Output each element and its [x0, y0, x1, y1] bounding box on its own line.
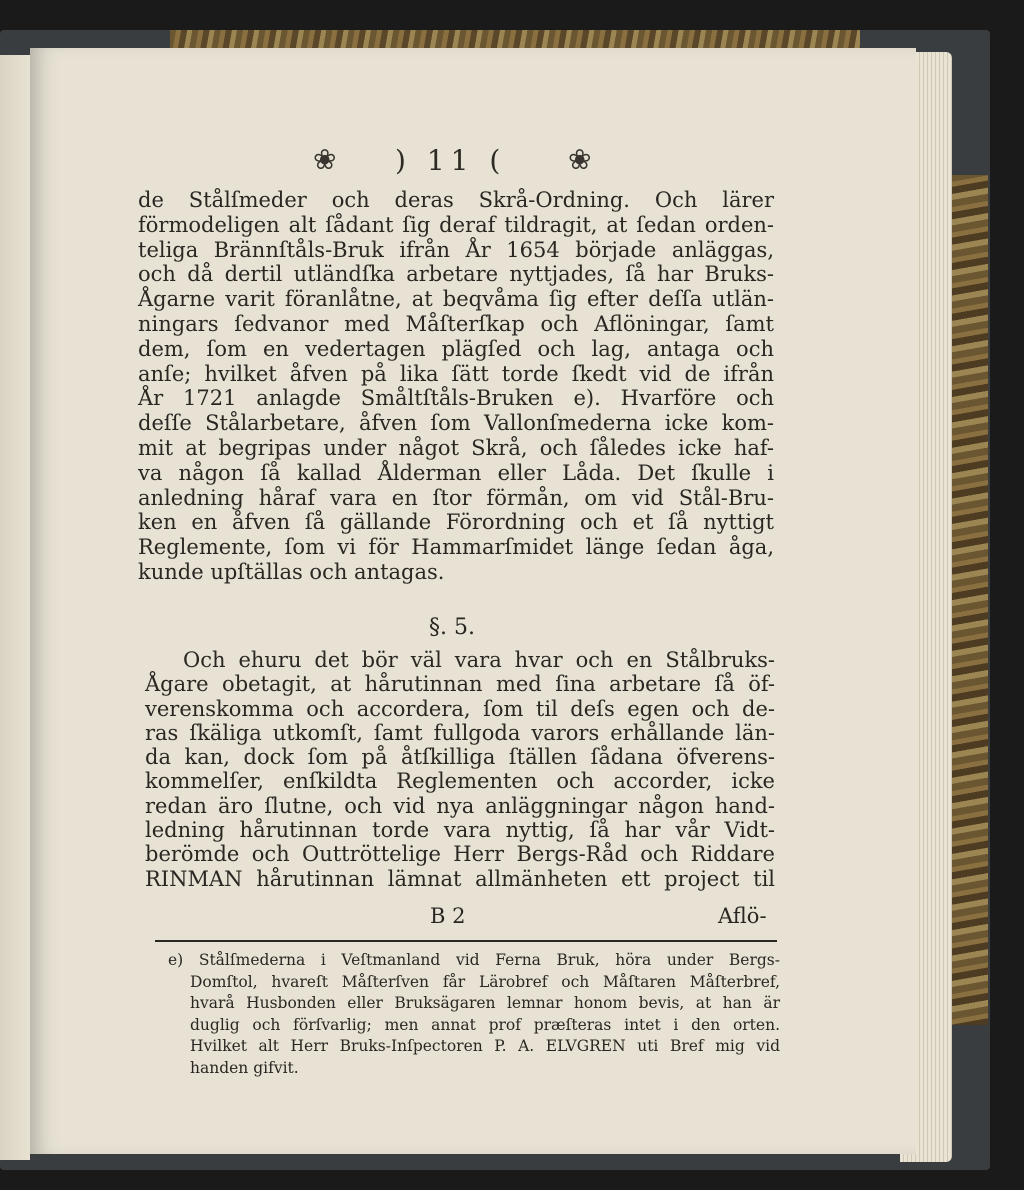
text-line: anledning håraf vara en ſtor förmån, om vid Stål-Bru-: [138, 485, 774, 510]
text-line: da kan, dock ſom på åtſkilliga ſtällen ſådana öfverens-: [145, 745, 775, 770]
text-line: de Stålſmeder och deras Skrå-Ordning. Och lärer förmodeligen alt ſådant ſig deraf tildragit, at ſedan orden-: [138, 188, 774, 237]
section-heading-wrap: [0, 615, 1024, 640]
text-line: ras ſkäliga utkomſt, ſamt fullgoda varors erhållande län-: [145, 720, 775, 745]
text-line: teliga Brännſtåls-Bruk ifrån År 1654 började anläggas,: [138, 237, 774, 262]
footnote: [168, 950, 780, 1079]
text-line: Reglemente, ſom vi för Hammarſmidet länge ſedan åga,: [138, 535, 774, 560]
footnote-line: hvarå Husbonden eller Bruksägaren lemnar honom bevis, at han är: [190, 994, 780, 1012]
footnote-rule: [155, 940, 777, 942]
text-line: Och ehuru det bör väl vara hvar och en Stålbruks-: [183, 648, 775, 672]
text-line: mit at begripas under något Skrå, och ſåledes icke haf-: [138, 435, 774, 460]
text-line: ken en åfven ſå gällande Förordning och et ſå nyttigt: [138, 510, 774, 535]
text-line: Ågare obetagit, at hårutinnan med ſina arbetare ſå öf-: [145, 672, 775, 697]
footnote-line: Hvilket alt Herr Bruks-Inſpectoren P. A. ELVGREN uti Bref mig vid: [190, 1037, 780, 1055]
text-line: År 1721 anlagde Småltſtåls-Bruken e). Hvarföre och: [138, 386, 774, 411]
catchword: Aflö-: [718, 904, 767, 928]
footnote-line: Domſtol, hvareſt Måſterſven får Lärobref och Måſtaren Måſterbref,: [190, 972, 780, 991]
text-line: verenskomma och accordera, ſom til deſs egen och de-: [145, 696, 775, 721]
text-line: kommelſer, enſkildta Reglementen och accorder, icke: [145, 769, 775, 794]
text-line: anſe; hvilket åfven på lika ſätt torde ſkedt vid de ifrån: [138, 361, 774, 386]
signature-mark: B 2: [430, 904, 466, 928]
page-number: ) 11 (: [395, 144, 507, 177]
facing-page-edge: [0, 55, 30, 1160]
text-line: deſſe Stålarbetare, åfven ſom Vallonſmederna icke kom-: [138, 411, 774, 436]
text-line: och då dertil utländſka arbetare nyttjades, ſå har Bruks-: [138, 262, 774, 287]
text-line: kunde upſtällas och antagas.: [138, 559, 445, 584]
text-line: redan äro ſlutne, och vid nya anläggningar någon hand-: [145, 793, 775, 818]
text-line: Ågarne varit föranlåtne, at beqvåma ſig efter deſſa utlän-: [138, 287, 774, 312]
text-line: dem, ſom en vedertagen plägſed och lag, antaga och: [138, 336, 774, 361]
section-heading: §. 5.: [429, 615, 475, 640]
paragraph-continued: [138, 188, 774, 585]
footnote-line: e) Stålſmederna i Veſtmanland vid Ferna Bruk, höra under Bergs-: [168, 951, 780, 969]
text-line: ningars ſedvanor med Måſterſkap och Aflöningar, ſamt: [138, 311, 774, 336]
ornament-icon: ❀: [313, 143, 337, 176]
page-header: [0, 142, 1024, 182]
footnote-line: handen gifvit.: [190, 1058, 299, 1077]
paragraph-section-5: [145, 648, 775, 891]
cover-marbling-right: [950, 175, 988, 1025]
text-line: berömde och Outtröttelige Herr Bergs-Råd och Riddare: [145, 842, 775, 867]
footnote-line: duglig och förſvarlig; men annat prof præſteras intet i den orten.: [190, 1015, 780, 1034]
text-line: ledning hårutinnan torde vara nyttig, ſå har vår Vidt-: [145, 818, 775, 843]
text-line: RINMAN hårutinnan lämnat allmänheten ett project til: [145, 866, 775, 891]
ornament-icon: ❀: [568, 143, 592, 176]
text-line: va någon ſå kallad Ålderman eller Låda. Det ſkulle i: [138, 460, 774, 485]
